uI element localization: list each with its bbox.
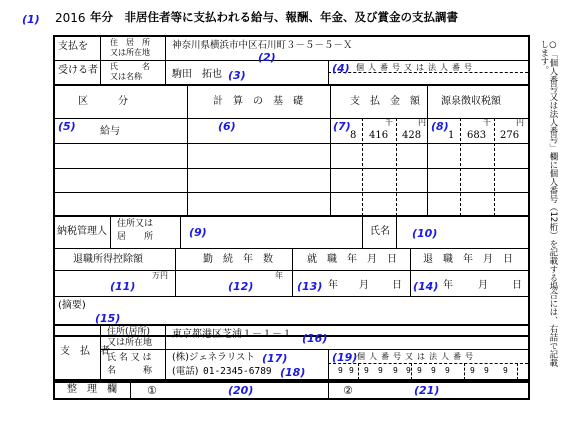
payer-mynumber-digit: 9 (338, 366, 343, 375)
payer-mynumber-digit: 9 (484, 366, 489, 375)
footer-circle-2: ② (343, 384, 353, 397)
payer-mynumber-digit: 9 (393, 366, 398, 375)
payer-address-value: 東京都港区芝浦１－１－１ (172, 329, 292, 340)
annotation-19: (19) (332, 351, 358, 364)
row1-amount-unit-en: 円 (418, 118, 426, 127)
payer-mynumber-digit: 9 (406, 366, 411, 375)
col-withholding: 源泉徴収税額 (441, 96, 501, 107)
retire-start-tsuki: 月 (359, 280, 369, 291)
payer-mynumber-digit: 9 (470, 366, 475, 375)
row1-amount-d1: 8 (350, 130, 357, 141)
annotation-9: (9) (189, 226, 207, 239)
row1-tax-d3: 276 (500, 130, 520, 141)
admin-address-label-2: 居 所 (117, 232, 154, 242)
payer-name-label-1: 氏 名 又 は (107, 353, 152, 363)
annotation-17: (17) (262, 352, 288, 365)
remarks-label: (摘要) (58, 300, 86, 311)
footer-label: 整 理 欄 (67, 384, 117, 395)
payee-label-1: 支払を (58, 41, 88, 52)
row1-tax-unit-sen: 千 (483, 118, 491, 127)
payer-name-value: (株)ジェネラリスト (172, 352, 256, 363)
retire-start-hi: 日 (392, 280, 402, 291)
annotation-14: (14) (413, 280, 439, 293)
annotation-15: (15) (95, 312, 121, 325)
retire-unit-nen: 年 (275, 271, 283, 280)
payee-address-value: 神奈川県横浜市中区石川町３－５－５－Ｘ (172, 40, 353, 51)
payer-mynumber-label: 個人番号又は法人番号 (357, 352, 477, 361)
payer-mynumber-digit: 9 (431, 366, 436, 375)
annotation-21: (21) (414, 384, 440, 397)
annotation-4: (4) (332, 62, 350, 75)
retire-unit-man: 万円 (152, 271, 168, 280)
payer-mynumber-digit: 9 (364, 366, 369, 375)
annotation-5: (5) (58, 120, 76, 133)
annotation-3: (3) (228, 69, 246, 82)
retire-years-label: 勤 続 年 数 (203, 254, 273, 265)
annotation-16: (16) (302, 332, 328, 345)
annotation-1: (1) (22, 13, 40, 26)
col-kubun: 区 分 (78, 96, 128, 107)
annotation-10: (10) (412, 227, 438, 240)
payer-address-label-2: 又は所在地 (107, 338, 153, 348)
form-year: 2016 (55, 11, 86, 25)
payer-mynumber-digits (333, 366, 528, 378)
col-basis: 計 算 の 基 礎 (213, 96, 303, 107)
retire-end-label: 退 職 年 月 日 (423, 254, 513, 265)
row1-kubun-value: 給与 (100, 126, 120, 137)
row1-amount-d3: 428 (402, 130, 422, 141)
side-note: ○「個人番号又は法人番号」欄に個人番号（12桁）を記載する場合には、右詰で記載します。 (538, 40, 558, 367)
payee-address-label-1: 住 居 所 (110, 38, 150, 47)
form-title: 年分 非居住者等に支払われる給与、報酬、年金、及び賞金の支払調書 (90, 10, 458, 24)
row1-tax-unit-en: 円 (516, 118, 524, 127)
annotation-11: (11) (110, 280, 136, 293)
payer-name-label-2: 名 称 (107, 366, 153, 376)
payee-address-label-2: 又は所在地 (110, 48, 150, 57)
annotation-13: (13) (297, 280, 323, 293)
payee-name-label-2: 又は名称 (110, 72, 142, 81)
retire-end-hi: 日 (512, 280, 522, 291)
payee-name-label-1: 氏 名 (110, 62, 150, 71)
payer-phone-label: (電話) (172, 366, 199, 377)
row1-amount-unit-sen: 千 (385, 118, 393, 127)
annotation-8: (8) (431, 120, 449, 133)
col-amount: 支 払 金 額 (350, 96, 420, 107)
payee-name-value: 駒田 拓也 (172, 69, 222, 80)
admin-address-label-1: 住所又は (117, 219, 154, 229)
row1-amount-d2: 416 (369, 130, 389, 141)
footer-circle-1: ① (147, 384, 157, 397)
payer-address-label-1: 住所(居所) (107, 327, 151, 337)
annotation-6: (6) (218, 120, 236, 133)
retire-start-nen: 年 (328, 280, 338, 291)
payer-mynumber-digit: 9 (417, 366, 422, 375)
payer-mynumber-digit: 9 (503, 366, 508, 375)
payee-label-2: 受ける者 (58, 65, 98, 76)
row1-tax-d2: 683 (467, 130, 487, 141)
payer-mynumber-digit: 9 (349, 366, 354, 375)
annotation-20: (20) (228, 384, 254, 397)
annotation-7: (7) (333, 120, 351, 133)
payee-mynumber-label: 個人番号又は法人番号 (356, 63, 476, 72)
payer-section-label: 支 払 者 (60, 346, 110, 357)
annotation-18: (18) (280, 366, 306, 379)
row1-tax-d1: 1 (448, 130, 455, 141)
payer-phone-value: 01-2345-6789 (203, 366, 272, 377)
retire-end-nen: 年 (443, 280, 453, 291)
retire-start-label: 就 職 年 月 日 (307, 254, 397, 265)
annotation-2: (2) (258, 51, 276, 64)
admin-name-label: 氏名 (370, 226, 390, 237)
retire-deduction-label: 退職所得控除額 (73, 254, 143, 265)
annotation-12: (12) (228, 280, 254, 293)
retire-end-tsuki: 月 (478, 280, 488, 291)
payer-mynumber-digit: 9 (445, 366, 450, 375)
admin-label: 納税管理人 (57, 226, 107, 237)
payer-mynumber-digit: 9 (378, 366, 383, 375)
